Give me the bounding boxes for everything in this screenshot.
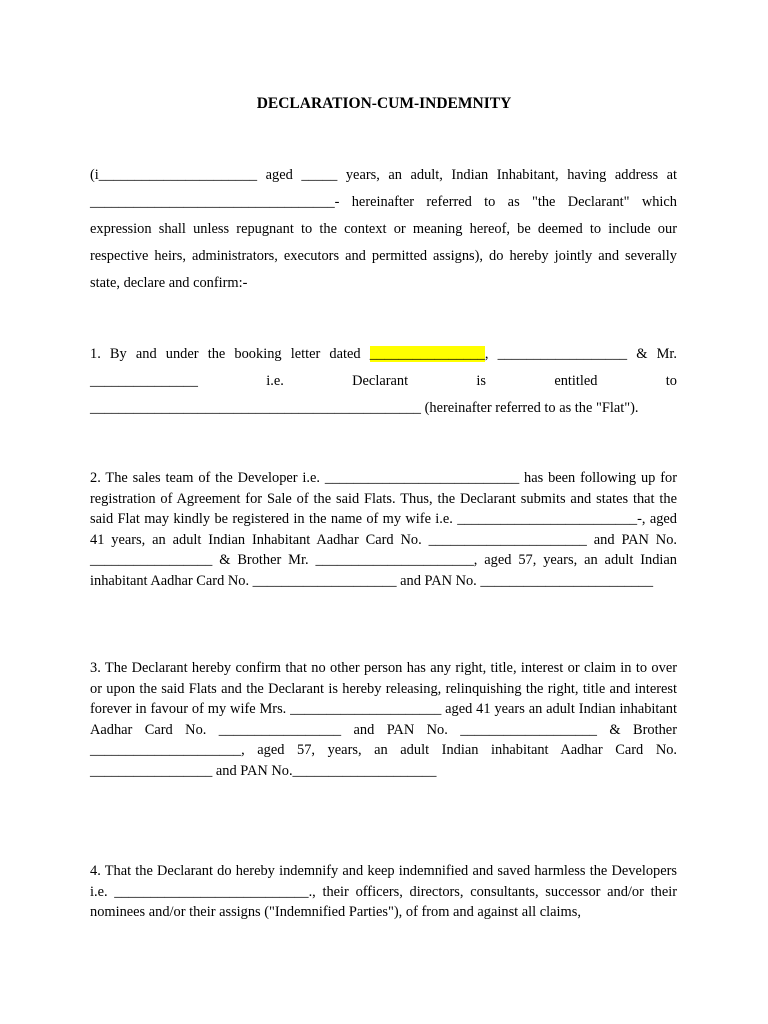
clause-2-paragraph: 2. The sales team of the Developer i.e. ___________________________ has been following up for registration of Agreement for Sale of the said Flats. Thus, the Declarant submits and states that the said Flat may kindly be registered in the name of my wife i.e. _________________________-, aged 41 years, an adult Indian Inhabitant Aadhar Card No. ______________________ and PAN No. _________________ & Brother Mr. ______________________, aged 57, years, an adult Indian inhabitant Aadhar Card No. ____________________ and PAN No. ________________________	[90, 470, 677, 589]
clause-1-paragraph	[90, 341, 677, 422]
clause-1-text-start: 1. By and under the booking letter dated	[90, 346, 370, 362]
intro-paragraph: (i______________________ aged _____ years, an adult, Indian Inhabitant, having address at __________________________________- hereinafter referred to as "the Declarant" which expression shall unless repugnant to the context or meaning hereof, be deemed to include our respective heirs, administrators, executors and permitted assigns), do hereby jointly and severally state, declare and confirm:-	[90, 167, 677, 291]
booking-date-highlighted-blank: ________________	[369, 346, 485, 362]
document-title: DECLARATION-CUM-INDEMNITY	[256, 95, 512, 112]
clause-4-paragraph: 4. That the Declarant do hereby indemnify and keep indemnified and saved harmless the Developers i.e. ___________________________., their officers, directors, consultants, successor and/or their nominees and/or their assigns ("Indemnified Parties"), of from and against all claims,	[90, 863, 677, 921]
clause-3-paragraph: 3. The Declarant hereby confirm that no other person has any right, title, interest or claim in to over or upon the said Flats and the Declarant is hereby releasing, relinquishing the right, title and interest forever in favour of my wife Mrs. _____________________ aged 41 years an adult Indian inhabitant Aadhar Card No. _________________ and PAN No. ___________________ & Brother _____________________, aged 57, years, an adult Indian inhabitant Aadhar Card No. _________________ and PAN No.____________________	[90, 660, 677, 779]
clause-1-text-end: , __________________ & Mr. _______________ i.e. Declarant is entitled to ______________________________________________ (hereinafter referred to as the "Flat").	[90, 346, 677, 416]
